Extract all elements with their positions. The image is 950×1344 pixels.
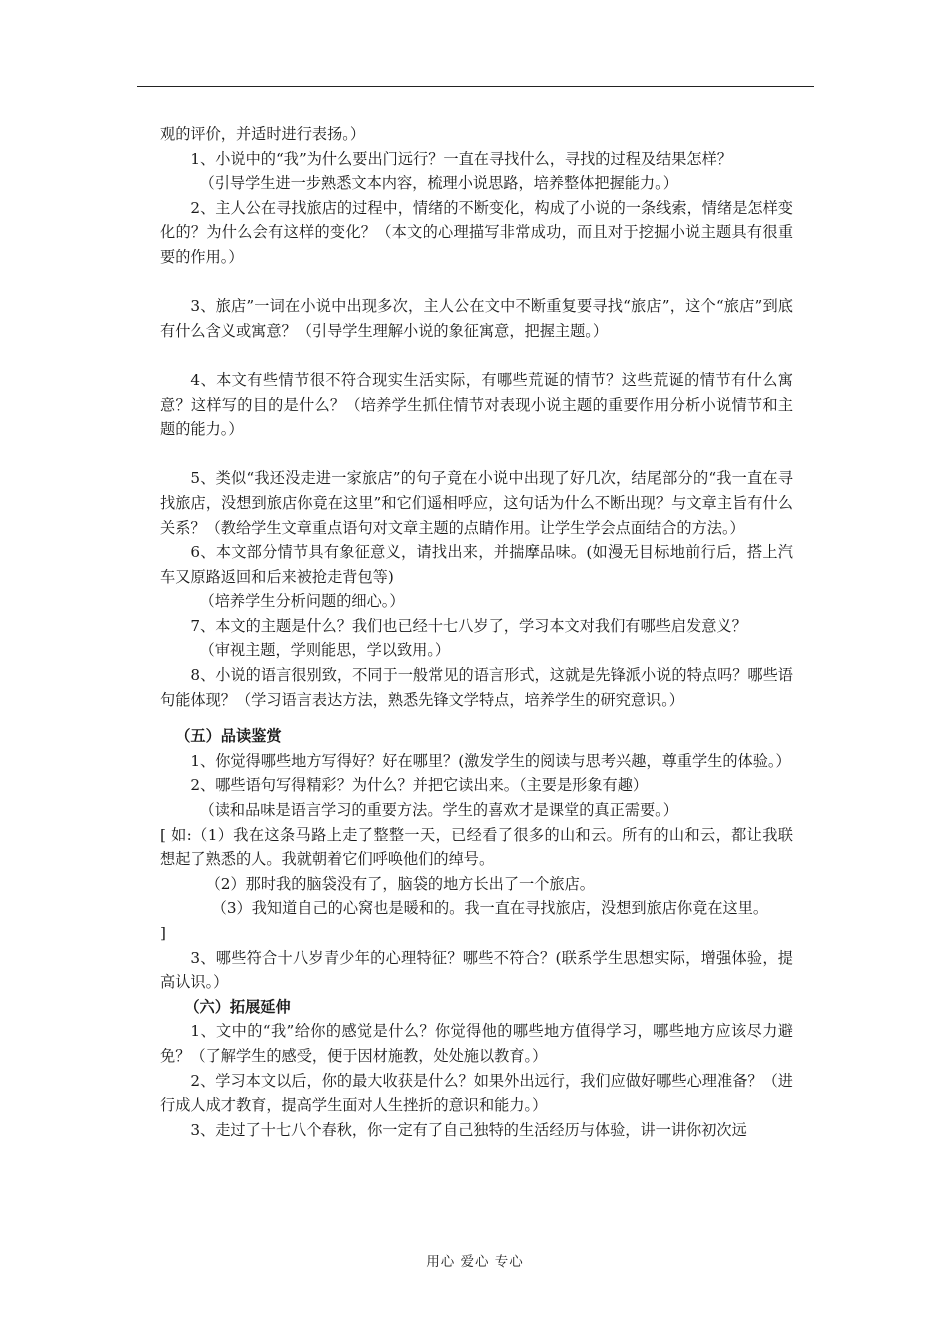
question-3: 3、旅店”一词在小说中出现多次，主人公在文中不断重复要寻找“旅店”，这个“旅店”到底有什么含义或寓意？（引导学生理解小说的象征寓意，把握主题。） bbox=[160, 297, 793, 340]
question-7: 7、本文的主题是什么？我们也已经十七八岁了，学习本文对我们有哪些启发意义？ bbox=[190, 616, 747, 635]
question-4: 4、本文有些情节很不符合现实生活实际，有哪些荒诞的情节？这些荒诞的情节有什么寓意？这样写的目的是什么？（培养学生抓住情节对表现小说主题的重要作用分析小说情节和主题的能力。） bbox=[160, 370, 793, 439]
section-heading-6: （六）拓展延伸 bbox=[184, 997, 291, 1016]
extension-1: 1、文中的“我”给你的感觉是什么？你觉得他的哪些地方值得学习，哪些地方应该尽力避免？（了解学生的感受，便于因材施教，处处施以教育。） bbox=[160, 1022, 793, 1065]
question-5: 5、类似“我还没走进一家旅店”的句子竟在小说中出现了好几次，结尾部分的“我一直在寻找旅店，没想到旅店你竟在这里”和它们遥相呼应，这句话为什么不断出现？与文章主旨有什么关系？（教给学生文章重点语句对文章主题的点睛作用。让学生学会点面结合的方法。） bbox=[160, 469, 793, 537]
page-footer: 用心 爱心 专心 bbox=[426, 1254, 524, 1270]
section-heading-5: （五）品读鉴赏 bbox=[175, 727, 282, 746]
document-body bbox=[160, 122, 793, 1142]
appreciation-3: 3、哪些符合十八岁青少年的心理特征？哪些不符合？(联系学生思想实际，增强体验，提高认识。） bbox=[160, 948, 793, 992]
question-1: 1、小说中的“我”为什么要出门远行？一直在寻找什么，寻找的过程及结果怎样？ bbox=[190, 149, 732, 168]
paragraph: 观的评价，并适时进行表扬。） bbox=[160, 125, 366, 143]
extension-3: 3、走过了十七八个春秋，你一定有了自己独特的生活经历与体验，讲一讲你初次远 bbox=[190, 1120, 747, 1139]
appreciation-1: 1、你觉得哪些地方写得好？好在哪里？(激发学生的阅读与思考兴趣，尊重学生的体验。） bbox=[190, 751, 791, 770]
example-2: （2）那时我的脑袋没有了，脑袋的地方长出了一个旅店。 bbox=[205, 874, 595, 893]
appreciation-note: （读和品味是语言学习的重要方法。学生的喜欢才是课堂的真正需要。） bbox=[199, 801, 678, 820]
appreciation-2: 2、哪些语句写得精彩？为什么？并把它读出来。（主要是形象有趣） bbox=[190, 776, 649, 795]
example-close: ] bbox=[160, 924, 166, 942]
note-6: （培养学生分析问题的细心。） bbox=[199, 592, 405, 611]
example-1: [ 如:（1）我在这条马路上走了整整一天，已经看了很多的山和云。所有的山和云，都让我联想起了熟悉的人。我就朝着它们呼唤他们的绰号。 bbox=[160, 825, 793, 869]
note-7: （审视主题，学则能思，学以致用。） bbox=[199, 641, 451, 660]
header-rule bbox=[137, 86, 814, 87]
example-3: （3）我知道自己的心窝也是暖和的。我一直在寻找旅店，没想到旅店你竟在这里。 bbox=[211, 899, 769, 918]
question-2: 2、主人公在寻找旅店的过程中，情绪的不断变化，构成了小说的一条线索，情绪是怎样变化的？为什么会有这样的变化？（本文的心理描写非常成功，而且对于挖掘小说主题具有很重要的作用。） bbox=[160, 198, 793, 266]
extension-2: 2、学习本文以后，你的最大收获是什么？如果外出远行，我们应做好哪些心理准备？（进行成人成才教育，提高学生面对人生挫折的意识和能力。） bbox=[160, 1071, 793, 1115]
question-8: 8、小说的语言很别致，不同于一般常见的语言形式，这就是先锋派小说的特点吗？哪些语句能体现？（学习语言表达方法，熟悉先锋文学特点，培养学生的研究意识。） bbox=[160, 666, 793, 709]
question-6: 6、本文部分情节具有象征意义，请找出来，并揣摩品味。(如漫无目标地前行后，搭上汽车又原路返回和后来被抢走背包等) bbox=[160, 543, 793, 586]
note-1: （引导学生进一步熟悉文本内容，梳理小说思路，培养整体把握能力。） bbox=[199, 174, 678, 193]
